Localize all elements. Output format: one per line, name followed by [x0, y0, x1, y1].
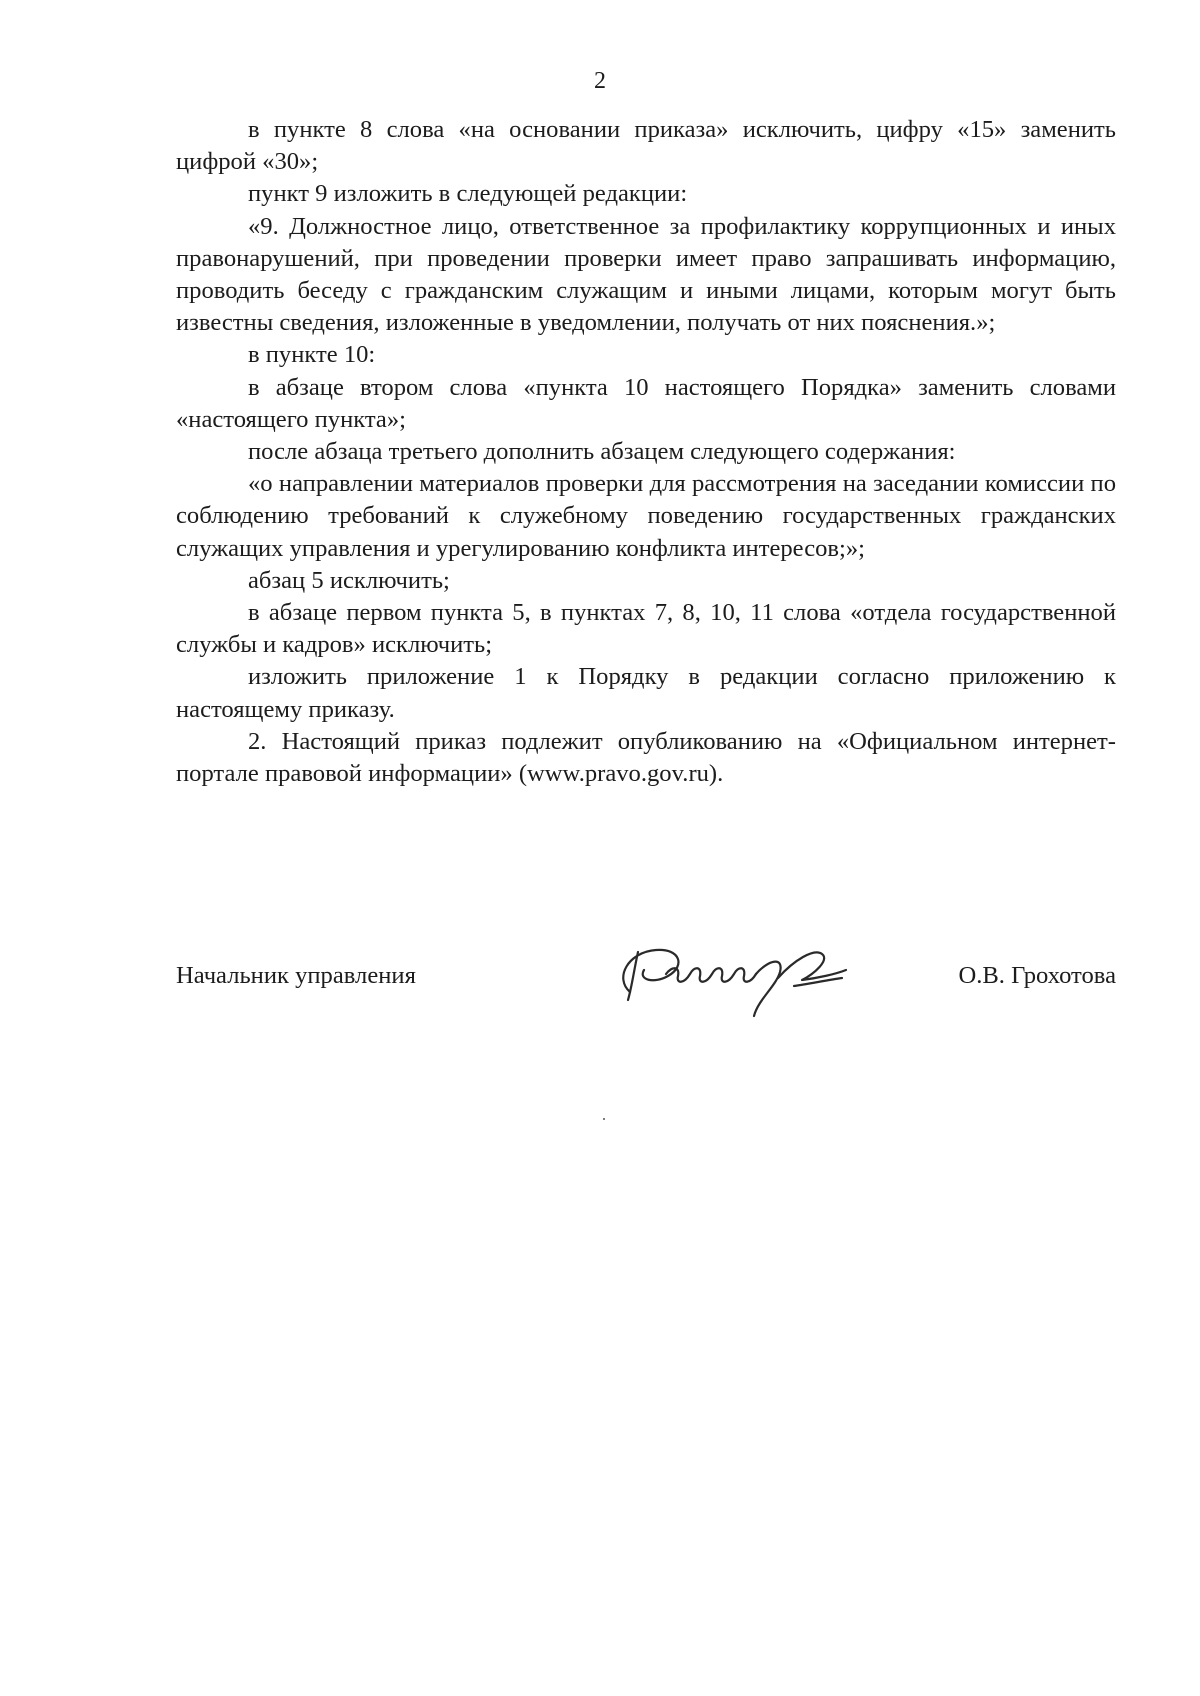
paragraph-item-8-amendment: в пункте 8 слова «на основании приказа» исключить, цифру «15» заменить цифрой «30»;	[176, 116, 1116, 176]
scan-speck	[603, 1118, 605, 1120]
paragraph-delete-clause: абзац 5 исключить;	[248, 566, 450, 594]
handwritten-signature	[608, 930, 858, 1020]
paragraph-item-10-add: после абзаца третьего дополнить абзацем следующего содержания:	[248, 438, 956, 466]
paragraph-appendix: изложить приложение 1 к Порядку в редакции согласно приложению к настоящему приказу.	[176, 663, 1116, 723]
paragraph-items-exclude: в абзаце первом пункта 5, в пунктах 7, 8, 10, 11 слова «отдела государственной службы и кадров» исключить;	[176, 599, 1116, 659]
signature-block	[176, 930, 1116, 1020]
paragraph-item-9-text: «9. Должностное лицо, ответственное за профилактику коррупционных и иных правонарушений, при проведении проверки имеет право запрашивать информацию, проводить беседу с гражданским служащим и иными лицами, которым могут быть известны сведения, изложенные в уведомлении, получать от них пояснения.»;	[176, 212, 1116, 337]
page-number: 2	[594, 68, 606, 94]
signatory-name: О.В. Грохотова	[958, 962, 1116, 989]
signatory-position: Начальник управления	[176, 962, 416, 989]
paragraph-publication: 2. Настоящий приказ подлежит опубликованию на «Официальном интернет-портале правовой информации» (www.pravo.gov.ru).	[176, 727, 1116, 788]
paragraph-item-10-intro: в пункте 10:	[248, 341, 376, 369]
paragraph-item-10-second: в абзаце втором слова «пункта 10 настоящего Порядка» заменить словами «настоящего пункта»;	[176, 373, 1116, 433]
document-body	[176, 114, 1116, 790]
paragraph-item-10-new-text: «о направлении материалов проверки для рассмотрения на заседании комиссии по соблюдению требований к служебному поведению государственных гражданских служащих управления и урегулированию конфликта интересов;»;	[176, 470, 1116, 562]
paragraph-item-9-intro: пункт 9 изложить в следующей редакции:	[248, 180, 688, 208]
